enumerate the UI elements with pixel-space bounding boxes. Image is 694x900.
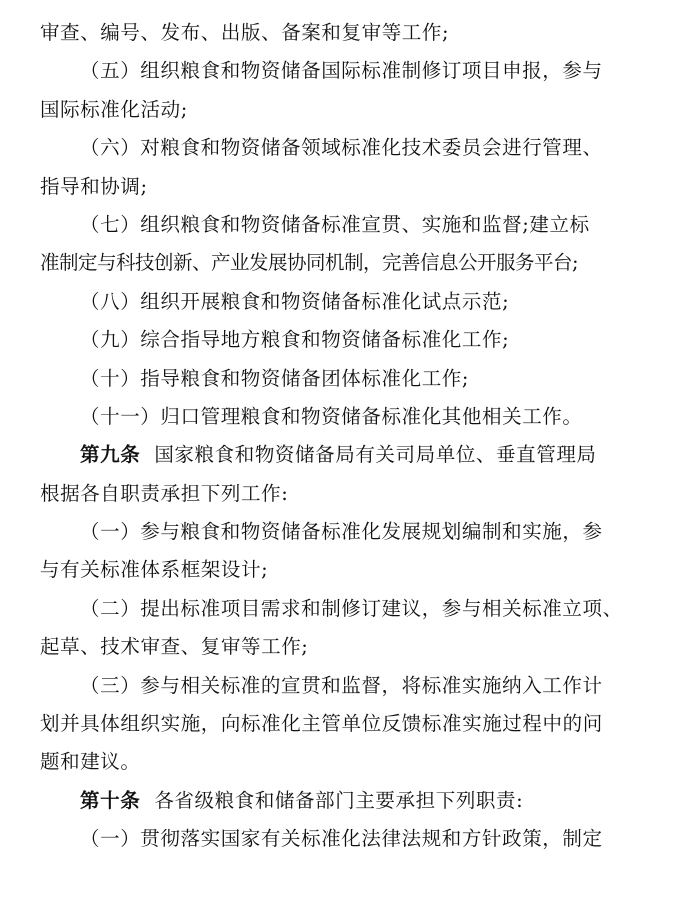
article-10 <box>40 782 630 859</box>
text-line: 国际标准化活动; <box>40 97 188 121</box>
text-line: 与有关标准体系框架设计; <box>40 558 269 582</box>
text-line: 划并具体组织实施，向标准化主管单位反馈标准实施过程中的问 <box>40 712 603 736</box>
text-line: （八）组织开展粮食和物资储备标准化试点示范; <box>80 289 510 313</box>
text-line: 根据各自职责承担下列工作: <box>40 481 289 505</box>
text-line: （九）综合指导地方粮食和物资储备标准化工作; <box>80 328 510 352</box>
text-line: 起草、技术审查、复审等工作; <box>40 635 309 659</box>
document-page <box>40 14 630 859</box>
text-line: 题和建议。 <box>40 750 141 774</box>
article-heading: 第九条 <box>80 443 141 467</box>
text-line: （六）对粮食和物资储备领域标准化技术委员会进行管理、 <box>80 136 603 160</box>
text-line: 准制定与科技创新、产业发展协同机制，完善信息公开服务平台; <box>40 251 579 275</box>
text-line: （三）参与相关标准的宣贯和监督，将标准实施纳入工作计 <box>80 673 603 697</box>
text-line: （二）提出标准项目需求和制修订建议，参与相关标准立项、 <box>80 596 623 620</box>
text-line: 指导和协调; <box>40 174 148 198</box>
text-line: （十）指导粮食和物资储备团体标准化工作; <box>80 366 470 390</box>
article-heading: 第十条 <box>80 788 141 812</box>
article-text: 各省级粮食和储备部门主要承担下列职责: <box>154 788 524 812</box>
article-9-first-line <box>40 436 630 474</box>
text-line: （一）贯彻落实国家有关标准化法律法规和方针政策，制定 <box>80 827 603 851</box>
text-line: 审查、编号、发布、出版、备案和复审等工作; <box>40 21 450 44</box>
text-line: （一）参与粮食和物资储备标准化发展规划编制和实施，参 <box>80 520 603 544</box>
text-line: （七）组织粮食和物资储备标准宣贯、实施和监督;建立标 <box>80 212 590 236</box>
text-line: （十一）归口管理粮食和物资储备标准化其他相关工作。 <box>80 404 583 428</box>
article-text: 国家粮食和物资储备局有关司局单位、垂直管理局 <box>154 443 597 467</box>
article-10-first-line <box>40 782 630 820</box>
text-line: （五）组织粮食和物资储备国际标准制修订项目申报，参与 <box>80 59 603 83</box>
article-9 <box>40 436 630 782</box>
